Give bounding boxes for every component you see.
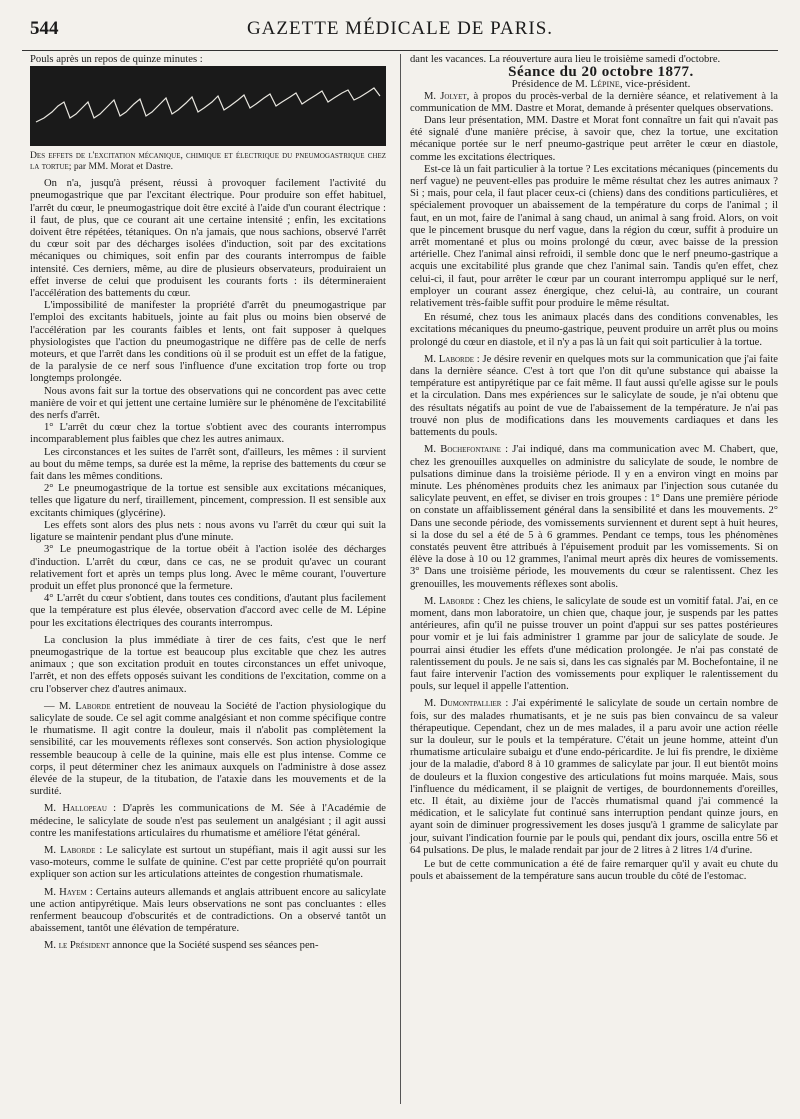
left-column: [30, 54, 386, 953]
paragraph: Le but de cette communication a été de faire remarquer qu'il y avait eu chute du pouls et abaissement de la température sans aucun trouble du côté de l'estomac.: [410, 859, 778, 883]
speaker-name: M. Dumontpallier: [424, 698, 502, 710]
speaker-name: M. Laborde: [44, 844, 96, 856]
speaker-paragraph: [30, 701, 386, 799]
figure-caption: [30, 150, 386, 172]
presidence-prefix: Présidence de M.: [511, 78, 591, 91]
speaker-text: : J'ai expérimenté le salicylate de soude un certain nombre de fois, sur des malades rhumatisants, et je ne suis pas bien convaincu de sa valeur thérapeutique. Cependant, chez un de mes malades, il a paru avoir une action réelle sur la douleur, sur le pouls et la température. C'était un jeune homme, atteint d'un rhumatisme articulaire subaigu et d'une endo-péricardite. Je lui fis prendre, le dixième jour de la maladie, d'abord 8 à 10 grammes de salicylate par jour. Il eut bientôt moins de douleurs et la fluxion congestive des articulations fut moins marquée. Mais, sous l'influence du médicament, il se plaignit de vertiges, de bourdonnements d'oreilles, etc. Il était, au dixième jour de l'accès rhumatismal quand j'ai commencé la médication, et le salicylate fut continué sans interruption pendant quinze jours, en ayant soin de diminuer progressivement les doses jusqu'à 1 gramme de salicylate par jour, suivant l'indication fournie par le pouls qui, pendant dix jours, oscilla entre 56 et 64 pulsations. De plus, le malade rendait par jour de 2 litres à 2 litres 1/4 d'urine.: [410, 698, 778, 856]
paragraph: Dans leur présentation, MM. Dastre et Morat font connaître un fait qui n'avait pas été signalé d'une manière précise, à savoir que, chez la tortue, une excitation mécanique portée sur le nerf pneumo-gastrique peut arrêter le cœur en diastole, comme les excitations électriques.: [410, 115, 778, 163]
speaker-name: M. Laborde: [424, 353, 475, 365]
paragraph: 2° Le pneumogastrique de la tortue est sensible aux excitations mécaniques, telles que ligature du nerf, tiraillement, pincement, compression. Il est sensible aux excitants chimiques (glycérine).: [30, 483, 386, 519]
speaker-name: M. le Président: [44, 940, 110, 952]
header-rule: [22, 50, 778, 51]
pulse-trace-figure: [30, 66, 386, 146]
speaker-text: entretient de nouveau la Société de l'action physiologique du salicylate de soude. Ce sel agit comme analgésiant et non comme spécifique contre le rhumatisme. Il agit contre la douleur, mais il n'abolit pas complètement la sensibilité, car les mouvements réflexes sont conservés. Son action physiologique ressemble beaucoup à celle de la quinine, mais elle est plus intense. Comme ce corps, il peut déterminer chez les animaux auxquels on l'administre à dose assez élevée de la stupeur, de la titubation, de l'ataxie dans les mouvements et de la surdité.: [30, 700, 386, 798]
speaker-paragraph: [30, 887, 386, 936]
paragraph: 4° L'arrêt du cœur s'obtient, dans toutes ces conditions, d'autant plus facilement que la température est plus élevée, observation d'accord avec celle de M. Lépine pour les excitations électriques des courants interrompus.: [30, 593, 386, 629]
presidence-suffix: , vice-président.: [619, 78, 691, 91]
column-divider: [400, 54, 401, 1104]
paragraph: On n'a, jusqu'à présent, réussi à provoquer facilement l'activité du pneumogastrique que par l'excitant électrique. Pour produire son effet habituel, l'arrêt du cœur, le pneumogastrique doit être excité à l'aide d'un courant électrique : il faut, de plus, que ce courant ait une certaine intensité ; enfin, les excitations doivent être répétées, tétaniques. On n'a jamais, que nous sachions, observé l'arrêt du cœur soit par des décharges isolées d'induction, soit par des excitations mécaniques ou chimiques, soit enfin par des courants interrompus de faible intensité. Ces derniers, même, au dire de plusieurs observateurs, produiraient un effet inverse de celui que produisent les courants forts : ils détermineraient l'accélération des battements du cœur.: [30, 178, 386, 300]
speaker-paragraph: [410, 444, 778, 590]
speaker-paragraph: [410, 596, 778, 694]
caption-title: Des effets de l'excitation mécanique, chimique et électrique du pneumogastrique chez la tortue: [30, 150, 386, 173]
right-column: [410, 54, 778, 883]
speaker-paragraph: [410, 698, 778, 857]
paragraph: dant les vacances. La réouverture aura lieu le troisième samedi d'octobre.: [410, 54, 721, 65]
speaker-text: , à propos du procès-verbal de la dernière séance, et relativement à la communication de MM. Dastre et Morat, demande à présenter quelques observations.: [410, 90, 779, 114]
speaker-text: annonce que la Société suspend ses séances pen-: [109, 940, 319, 952]
paragraph: Nous avons fait sur la tortue des observations qui ne concordent pas avec cette manière de voir et qui jettent une certaine lumière sur le phénomène de l'excitabilité des nerfs d'arrêt.: [30, 385, 386, 422]
paragraph: La conclusion la plus immédiate à tirer de ces faits, c'est que le nerf pneumogastrique de la tortue est beaucoup plus excitable que chez les autres animaux ; que son excitation produit en toutes circonstances un effet univoque, l'arrêt, et non des effets opposés suivant les conditions de l'excitation, comme on a cru l'observer chez d'autres animaux.: [30, 634, 386, 695]
speaker-text: : Certains auteurs allemands et anglais attribuent encore au salicylate une action antipyrétique. Mais leurs observations ne sont pas concluantes : elles renferment beaucoup d'obscurités et de contradictions. On a observé tantôt un abaissement, tantôt une élévation de température.: [30, 886, 386, 935]
speaker-text: : Chez les chiens, le salicylate de soude est un vomitif fatal. J'ai, en ce moment, dans mon laboratoire, un chien que, chaque jour, je suspends par les pattes antérieures, afin qu'il ne puisse trouver un point d'appui sur ses pattes postérieures pour vomir et je lui fais administrer 1 gramme par jour de salicylate de soude. Je pourrai ainsi étudier les effets d'une médication prolongée. Je n'ai pas constaté de ralentissement du pouls. Je ne sais si, dans les cas signalés par M. Bochefontaine, il ne faut faire intervenir l'action des vomissements pour expliquer le ralentissement du pouls, sur lequel il appelle l'attention.: [410, 595, 778, 693]
speaker-name: — M. Laborde: [44, 700, 111, 712]
speaker-text: : J'ai indiqué, dans ma communication avec M. Chabert, que, chez les grenouilles auxquelles on administre du salicylate de soude, le nombre de pulsations diminue dans la troisième période. Il y en a environ vingt en moins par minute. Les phénomènes produits chez les animaux par l'injection sous cutanée du salicylate peuvent, en effet, se diviser en trois groupes : 1° Dans une première période on constate un affaiblissement général dans la sensibilité et dans les mouvements. 2° Dans une seconde période, des vomissements surviennent et durent sept à huit heures, si la dose du sel a été de 5 à 6 grammes. Pendant ce temps, tous les phénomènes constatés peuvent être attribués à l'épuisement produit par les vomissements. Si on élève la dose à 10 ou 12 grammes, l'animal meurt après dix heures de vomissements. 3° Dans une troisième période, les mouvements du cœur se ralentissent. Chez les grenouilles, les mouvements réflexes sont abolis.: [410, 444, 779, 590]
paragraph: Est-ce là un fait particulier à la tortue ? Les excitations mécaniques (pincements du nerf vague) ne peuvent-elles pas produire le même résultat chez les autres animaux ? Si ; mais, pour cela, il faut placer ceux-ci (chiens) dans des conditions particulières, et spécialement provoquer un abaissement de la température du corps de l'animal ; il faut, en un mot, faire de l'animal à sang chaud, un animal à sang froid. Alors, on voit que le pincement brusque du nerf vague, dans la région du cœur, suffit à produire un arrêt momentané et plus ou moins prolongé du cœur, avec baisse de la pression artérielle. Chez l'animal ainsi refroidi, il semble donc que le nerf pneumo-gastrique a acquis une excitabilité plus grande que chez l'animal sain. Tandis qu'en effet, chez celui-ci, il faut, pour arrêter le cœur par un courant interrompu appliqué sur le nerf, employer un courant assez énergique, chez celui-là, au contraire, un courant relativement très-faible suffit pour produire le même résultat.: [410, 163, 778, 310]
paragraph: 3° Le pneumogastrique de la tortue obéit à l'action isolée des décharges d'induction. L'arrêt du cœur, dans ce cas, ne se produit qu'avec un courant relativement fort et après un temps plus long. Avec le même courant, l'ouverture produit un effet plus prononcé que la fermeture.: [30, 544, 386, 592]
speaker-paragraph: [30, 845, 386, 882]
paragraph: Les effets sont alors des plus nets : nous avons vu l'arrêt du cœur qui suit la ligature se maintenir pendant plus d'une minute.: [30, 519, 386, 544]
paragraph: Les circonstances et les suites de l'arrêt sont, d'ailleurs, les mêmes : il survient au bout du même temps, sa durée est la même, la reprise des battements du cœur se fait dans les mêmes conditions.: [30, 446, 386, 483]
speaker-text: : Le salicylate est surtout un stupéfiant, mais il agit aussi sur les vaso-moteurs, comme le sulfate de quinine. C'est par cette propriété qu'on pourrait expliquer son action sur les articulations atteintes de congestion rhumatismale.: [30, 844, 386, 881]
speaker-name: M. Hayem: [44, 886, 87, 898]
speaker-paragraph: [410, 91, 778, 115]
page-number: 544: [30, 18, 59, 39]
speaker-text: : D'après les communications de M. Sée à l'Académie de médecine, le salicylate de soude n'est pas seulement un analgésiant ; il agit aussi contre les manifestations articulaires du rhumatisme et améliore l'état général.: [30, 803, 386, 839]
paragraph: L'impossibilité de manifester la propriété d'arrêt du pneumogastrique par l'emploi des excitants habituels, jointe au fait plus ou moins bien observé de l'accélération par les courants faibles et lents, ont fait supposer à quelques physiologistes que l'action du pneumogastrique ne diffère pas de celle de nerfs moteurs, et que l'arrêt dans les conditions où il se produit est un effet de la fatigue, de la paralysie de ce nerf sous l'influence d'une excitation trop forte ou trop longtemps prolongée.: [30, 300, 386, 385]
president-name: Lépine: [590, 78, 620, 91]
presidence-line: [410, 78, 778, 90]
speaker-text: : Je désire revenir en quelques mots sur la communication que j'ai faite dans la dernière séance. C'est à tort que l'on dit qu'une substance qui abaisse la température est antipyrétique par ce fait même. Il faut aussi qu'elle agisse sur le pouls et la circulation. Dans mes expériences sur le salicylate de soude, je n'ai obtenu que des résultats négatifs au point de vue de l'abaissement de la température. Je n'ai pas trouvé non plus de modifications dans les mouvements cardiaques et dans les battements du pouls.: [410, 353, 779, 439]
speaker-paragraph: [410, 354, 778, 439]
speaker-name: M. Jolyet: [424, 90, 467, 102]
speaker-paragraph: [30, 803, 386, 840]
speaker-paragraph: [30, 940, 386, 952]
journal-title: GAZETTE MÉDICALE DE PARIS.: [246, 18, 554, 39]
speaker-name: M. Laborde: [424, 595, 475, 607]
speaker-name: M. Bochefontaine: [424, 444, 501, 456]
page-header: [22, 14, 778, 40]
session-title: Séance du 20 octobre 1877.: [508, 64, 694, 81]
paragraph: En résumé, chez tous les animaux placés dans des conditions convenables, les excitations mécaniques du pneumo-gastrique, peuvent produire un arrêt plus ou moins prolongé du cœur en diastole, et il n'y a pas là un fait qui soit particulier à la tortue.: [410, 312, 778, 348]
paragraph: 1° L'arrêt du cœur chez la tortue s'obtient avec des courants interrompus incomparablement plus faibles que chez les autres animaux.: [30, 422, 386, 446]
pulse-trace-label: Pouls après un repos de quinze minutes :: [30, 54, 203, 65]
caption-authors: ; par MM. Morat et Dastre.: [68, 161, 173, 173]
speaker-name: M. Hallopeau: [44, 803, 107, 815]
